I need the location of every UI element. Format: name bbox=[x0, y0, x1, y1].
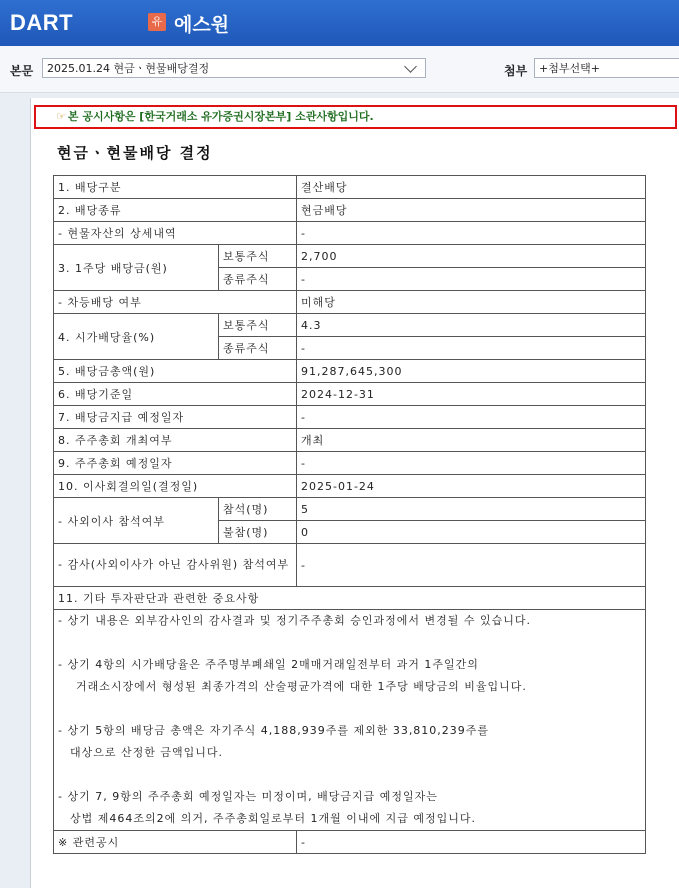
row-value: 2024-12-31 bbox=[297, 383, 646, 406]
table-row bbox=[54, 452, 646, 475]
row-value: 개최 bbox=[297, 429, 646, 452]
row-value: 결산배당 bbox=[297, 176, 646, 199]
row-value: - bbox=[297, 268, 646, 291]
attach-label: 첨부 bbox=[504, 64, 528, 78]
notes-cell bbox=[54, 610, 646, 831]
row-value: 5 bbox=[297, 498, 646, 521]
table-row bbox=[54, 314, 646, 337]
note-line: - 상기 7, 9항의 주주총회 예정일자는 미정이며, 배당금지급 예정일자는 bbox=[58, 790, 438, 803]
document-content bbox=[30, 98, 679, 888]
jurisdiction-notice bbox=[34, 105, 677, 129]
row-value: - bbox=[297, 831, 646, 854]
row-value: 2025-01-24 bbox=[297, 475, 646, 498]
table-row bbox=[54, 383, 646, 406]
row-label: - 현물자산의 상세내역 bbox=[54, 222, 297, 245]
row-sublabel: 보통주식 bbox=[219, 245, 297, 268]
dart-logo[interactable]: DART bbox=[10, 10, 74, 35]
row-label: 2. 배당종류 bbox=[54, 199, 297, 222]
row-value: 4.3 bbox=[297, 314, 646, 337]
note-line: - 상기 4항의 시가배당율은 주주명부폐쇄일 2매매거래일전부터 과거 1주일간의 bbox=[58, 658, 479, 671]
table-row bbox=[54, 429, 646, 452]
row-label: 4. 시가배당율(%) bbox=[54, 314, 219, 360]
row-value: - bbox=[297, 406, 646, 429]
row-label: - 사외이사 참석여부 bbox=[54, 498, 219, 544]
table-row bbox=[54, 199, 646, 222]
table-row bbox=[54, 544, 646, 587]
body-label: 본문 bbox=[10, 64, 34, 78]
company-name: 에스원 bbox=[174, 14, 230, 36]
table-row bbox=[54, 831, 646, 854]
row-label: 3. 1주당 배당금(원) bbox=[54, 245, 219, 291]
row-value: 91,287,645,300 bbox=[297, 360, 646, 383]
row-value: 0 bbox=[297, 521, 646, 544]
table-row bbox=[54, 587, 646, 610]
row-label: 11. 기타 투자판단과 관련한 중요사항 bbox=[54, 587, 646, 610]
table-row bbox=[54, 176, 646, 199]
note-line: 거래소시장에서 형성된 최종가격의 산술평균가격에 대한 1주당 배당금의 비율입니다. bbox=[76, 680, 527, 693]
document-toolbar bbox=[0, 46, 679, 93]
document-select[interactable] bbox=[42, 58, 426, 78]
table-row bbox=[54, 406, 646, 429]
row-value: 현금배당 bbox=[297, 199, 646, 222]
table-row bbox=[54, 291, 646, 314]
note-line: - 상기 내용은 외부감사인의 감사결과 및 정기주주총회 승인과정에서 변경될 수 있습니다. bbox=[58, 614, 531, 627]
row-label: 7. 배당금지급 예정일자 bbox=[54, 406, 297, 429]
table-row bbox=[54, 498, 646, 521]
page-title: 현금ㆍ현물배당 결정 bbox=[57, 144, 213, 162]
row-label: ※ 관련공시 bbox=[54, 831, 297, 854]
table-row bbox=[54, 475, 646, 498]
attachment-select-value: +첨부선택+ bbox=[539, 62, 600, 75]
row-sublabel: 참석(명) bbox=[219, 498, 297, 521]
note-line: 상법 제464조의2에 의거, 주주총회일로부터 1개월 이내에 지급 예정입니다. bbox=[70, 812, 476, 825]
table-row bbox=[54, 610, 646, 831]
corp-class-badge: 유 bbox=[148, 13, 166, 31]
pointing-hand-icon: ☞ bbox=[56, 110, 66, 123]
row-label: 10. 이사회결의일(결정일) bbox=[54, 475, 297, 498]
row-sublabel: 종류주식 bbox=[219, 337, 297, 360]
table-row bbox=[54, 222, 646, 245]
row-label: - 차등배당 여부 bbox=[54, 291, 297, 314]
row-value: - bbox=[297, 337, 646, 360]
row-value: 2,700 bbox=[297, 245, 646, 268]
row-label: 8. 주주총회 개최여부 bbox=[54, 429, 297, 452]
row-value: 미해당 bbox=[297, 291, 646, 314]
document-select-value: 2025.01.24 현금ㆍ현물배당결정 bbox=[47, 62, 210, 75]
app-header bbox=[0, 0, 679, 46]
note-line: - 상기 5항의 배당금 총액은 자기주식 4,188,939주를 제외한 33,810,239주를 bbox=[58, 724, 490, 737]
row-label: 6. 배당기준일 bbox=[54, 383, 297, 406]
chevron-down-icon bbox=[404, 60, 417, 73]
attachment-select[interactable] bbox=[534, 58, 679, 78]
row-value: - bbox=[297, 222, 646, 245]
row-label: - 감사(사외이사가 아닌 감사위원) 참석여부 bbox=[54, 544, 297, 587]
row-label: 9. 주주총회 예정일자 bbox=[54, 452, 297, 475]
row-sublabel: 보통주식 bbox=[219, 314, 297, 337]
note-line: 대상으로 산정한 금액입니다. bbox=[70, 746, 224, 759]
row-label: 1. 배당구분 bbox=[54, 176, 297, 199]
row-sublabel: 불참(명) bbox=[219, 521, 297, 544]
row-value: - bbox=[297, 452, 646, 475]
notice-text: 본 공시사항은 [한국거래소 유가증권시장본부] 소관사항입니다. bbox=[67, 110, 374, 123]
table-row bbox=[54, 245, 646, 268]
row-value: - bbox=[297, 544, 646, 587]
row-label: 5. 배당금총액(원) bbox=[54, 360, 297, 383]
table-row bbox=[54, 360, 646, 383]
row-sublabel: 종류주식 bbox=[219, 268, 297, 291]
disclosure-table bbox=[53, 175, 646, 854]
